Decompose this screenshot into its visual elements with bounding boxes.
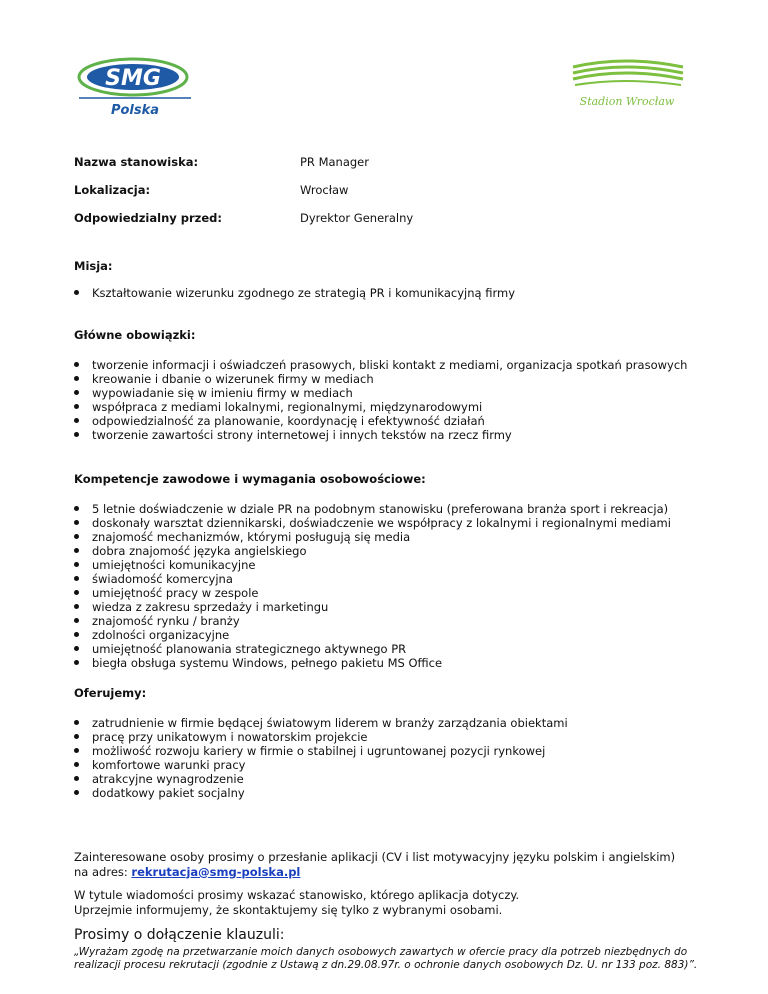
- list-item: wypowiadanie się w imieniu firmy w mediach: [74, 386, 714, 400]
- list-item: dobra znajomość języka angielskiego: [74, 544, 714, 558]
- list-item: współpraca z mediami lokalnymi, regionalnymi, międzynarodowymi: [74, 400, 714, 414]
- contact-address-line: na adres: rekrutacja@smg-polska.pl: [74, 864, 301, 879]
- bullet-icon: [74, 418, 79, 423]
- list-item: Kształtowanie wizerunku zgodnego ze strategią PR i komunikacyjną firmy: [74, 286, 714, 300]
- bullet-icon: [74, 604, 79, 609]
- bullet-icon: [74, 390, 79, 395]
- bullet-icon: [74, 534, 79, 539]
- bullet-icon: [74, 506, 79, 511]
- list-item: tworzenie informacji i oświadczeń prasowych, bliski kontakt z mediami, organizacja spotkań prasowych: [74, 358, 714, 372]
- list-item: pracę przy unikatowym i nowatorskim projekcie: [74, 730, 714, 744]
- list-item: odpowiedzialność za planowanie, koordynację i efektywność działań: [74, 414, 714, 428]
- bullet-icon: [74, 734, 79, 739]
- bullet-icon: [74, 362, 79, 367]
- list-item: dodatkowy pakiet socjalny: [74, 786, 714, 800]
- bullet-icon: [74, 720, 79, 725]
- list-item: biegła obsługa systemu Windows, pełnego pakietu MS Office: [74, 656, 714, 670]
- bullet-icon: [74, 632, 79, 637]
- mission-heading: Misja:: [74, 259, 113, 273]
- list-item: umiejętność planowania strategicznego aktywnego PR: [74, 642, 714, 656]
- bullet-icon: [74, 576, 79, 581]
- list-item: znajomość mechanizmów, którymi posługują się media: [74, 530, 714, 544]
- contact-line: Zainteresowane osoby prosimy o przesłanie aplikacji (CV i list motywacyjny języku polskim i angielskim): [74, 850, 676, 864]
- stadion-logo-text: Stadion Wrocław: [579, 95, 675, 108]
- meta-value: PR Manager: [300, 155, 369, 169]
- list-item: świadomość komercyjna: [74, 572, 714, 586]
- contact-paragraph: [74, 850, 714, 879]
- smg-polska-logo: [75, 52, 195, 120]
- bullet-icon: [74, 776, 79, 781]
- list-item: atrakcyjne wynagrodzenie: [74, 772, 714, 786]
- bullet-icon: [74, 562, 79, 567]
- offer-heading: Oferujemy:: [74, 686, 147, 700]
- list-item: zdolności organizacyjne: [74, 628, 714, 642]
- meta-label: Lokalizacja:: [74, 183, 151, 197]
- bullet-icon: [74, 646, 79, 651]
- bullet-icon: [74, 520, 79, 525]
- list-item: tworzenie zawartości strony internetowej i innych tekstów na rzecz firmy: [74, 428, 714, 442]
- note-line: W tytule wiadomości prosimy wskazać stanowisko, którego aplikacja dotyczy.: [74, 888, 520, 902]
- list-item: możliwość rozwoju kariery w firmie o stabilnej i ugruntowanej pozycji rynkowej: [74, 744, 714, 758]
- note-paragraph: [74, 888, 714, 917]
- bullet-icon: [74, 660, 79, 665]
- list-item: kreowanie i dbanie o wizerunek firmy w mediach: [74, 372, 714, 386]
- bullet-icon: [74, 290, 79, 295]
- list-item: doskonały warsztat dziennikarski, doświadczenie we współpracy z lokalnymi i regionalnymi mediami: [74, 516, 714, 530]
- bullet-icon: [74, 748, 79, 753]
- meta-label: Nazwa stanowiska:: [74, 155, 199, 169]
- clause-title: Prosimy o dołączenie klauzuli:: [74, 927, 285, 943]
- bullet-icon: [74, 618, 79, 623]
- bullet-icon: [74, 762, 79, 767]
- meta-value: Wrocław: [300, 183, 349, 197]
- list-item: zatrudnienie w firmie będącej światowym liderem w branży zarządzania obiektami: [74, 716, 714, 730]
- email-link[interactable]: rekrutacja@smg-polska.pl: [131, 864, 301, 879]
- offer-list: [74, 716, 714, 800]
- bullet-icon: [74, 590, 79, 595]
- smg-brand-text: SMG: [105, 66, 161, 91]
- bullet-icon: [74, 790, 79, 795]
- smg-sub-text: Polska: [110, 103, 160, 118]
- meta-value: Dyrektor Generalny: [300, 211, 414, 225]
- competences-heading: Kompetencje zawodowe i wymagania osobowościowe:: [74, 472, 426, 486]
- bullet-icon: [74, 376, 79, 381]
- bullet-icon: [74, 548, 79, 553]
- list-item: znajomość rynku / branży: [74, 614, 714, 628]
- duties-list: [74, 358, 714, 442]
- list-item: komfortowe warunki pracy: [74, 758, 714, 772]
- duties-heading: Główne obowiązki:: [74, 328, 196, 342]
- meta-label: Odpowiedzialny przed:: [74, 211, 222, 225]
- list-item: umiejętności komunikacyjne: [74, 558, 714, 572]
- bullet-icon: [74, 404, 79, 409]
- clause-text: „Wyrażam zgodę na przetwarzanie moich danych osobowych zawartych w ofercie pracy dla potrzeb niezbędnych do realizacji procesu rekrutacji (zgodnie z Ustawą z dn.29.08.97r. o ochronie danych osobowych Dz. U. nr 133 poz. 883)”.: [74, 946, 698, 971]
- list-item: umiejętność pracy w zespole: [74, 586, 714, 600]
- mission-list: [74, 286, 714, 300]
- stadion-wroclaw-logo: [565, 55, 690, 115]
- competences-list: [74, 502, 714, 670]
- list-item: 5 letnie doświadczenie w dziale PR na podobnym stanowisku (preferowana branża sport i rekreacja): [74, 502, 714, 516]
- bullet-icon: [74, 432, 79, 437]
- note-line: Uprzejmie informujemy, że skontaktujemy się tylko z wybranymi osobami.: [74, 902, 503, 917]
- list-item: wiedza z zakresu sprzedaży i marketingu: [74, 600, 714, 614]
